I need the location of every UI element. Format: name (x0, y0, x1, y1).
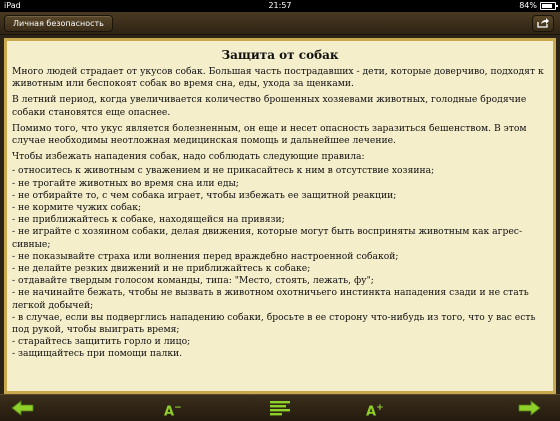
list-item: - в случае, если вы подверглись нападению собаки, бросьте в ее сторону что-нибудь из того, что у вас есть под рукой, чтобы выиграть время; (12, 311, 536, 336)
paragraph: Помимо того, что укус является болезненным, он еще и несет опасность заразиться бешенством. В этом случае необходимы неотложная медицинская помощь и дальнейшее лечение. (12, 122, 527, 147)
arrow-right-icon (516, 399, 542, 417)
list-item: - относитесь к животным с уважением и не прикасайтесь к ним в отсутствие хозяина; (12, 165, 435, 177)
text-lines-icon (268, 399, 292, 417)
font-minus-sign: − (174, 403, 182, 413)
contents-button[interactable] (268, 399, 292, 417)
reader-page (4, 38, 556, 394)
font-plus-letter: A (366, 404, 377, 420)
decrease-font-button[interactable] (164, 399, 198, 420)
paragraph: Чтобы избежать нападения собак, надо соблюдать следующие правила: (12, 151, 365, 163)
device-name: iPad (4, 1, 21, 10)
paragraph: В летний период, когда увеличивается количество брошенных хозяевами животных, голодные бродячие собаки становятся еще опаснее. (12, 94, 527, 118)
list-item: - не показывайте страха или волнения перед враждебно настроенной собакой; (12, 250, 399, 262)
article-content (12, 47, 548, 361)
font-plus-sign: + (376, 403, 384, 413)
list-item: - не кормите чужих собак; (12, 202, 142, 214)
top-toolbar (0, 12, 560, 35)
paragraph: Много людей страдает от укусов собак. Большая часть пострадавших - дети, которые доверчиво, подходят к животным или беспокоят собак во время сна, еды, ухода за щенками. (12, 66, 544, 90)
arrow-left-icon (10, 399, 36, 417)
font-minus-letter: A (164, 404, 175, 420)
battery-icon (540, 2, 556, 10)
list-item: - не играйте с хозяином собаки, делая движения, которые могут быть восприняты животным как агрессивные; (12, 226, 523, 250)
status-bar (0, 0, 560, 12)
list-item: - не отбирайте то, с чем собака играет, чтобы избежать ее защитной реакции; (12, 189, 397, 201)
list-item: - отдавайте твердым голосом команды, типа: "Место, стоять, лежать, фу"; (12, 275, 374, 287)
increase-font-button[interactable] (366, 399, 400, 420)
list-item: - защищайтесь при помощи палки. (12, 348, 183, 360)
bottom-toolbar (0, 394, 560, 421)
previous-page-button[interactable] (10, 399, 36, 417)
next-page-button[interactable] (516, 399, 542, 417)
share-icon (537, 18, 549, 28)
article-title: Защита от собак (221, 48, 339, 62)
clock: 21:57 (268, 1, 292, 10)
list-item: - старайтесь защитить горло и лицо; (12, 336, 191, 348)
share-button[interactable] (532, 15, 554, 32)
battery-percent: 84% (519, 1, 537, 10)
list-item: - не приближайтесь к собаке, находящейся на привязи; (12, 214, 285, 226)
list-item: - не делайте резких движений и не приближайтесь к собаке; (12, 263, 311, 275)
list-item: - не трогайте животных во время сна или еды; (12, 177, 239, 189)
back-button[interactable]: Личная безопасность (4, 15, 113, 32)
rules-list (12, 165, 548, 360)
list-item: - не начинайте бежать, чтобы не вызвать в животном охотничьего инстинкта нападения сзади и не стать легкой добычей; (12, 287, 529, 311)
